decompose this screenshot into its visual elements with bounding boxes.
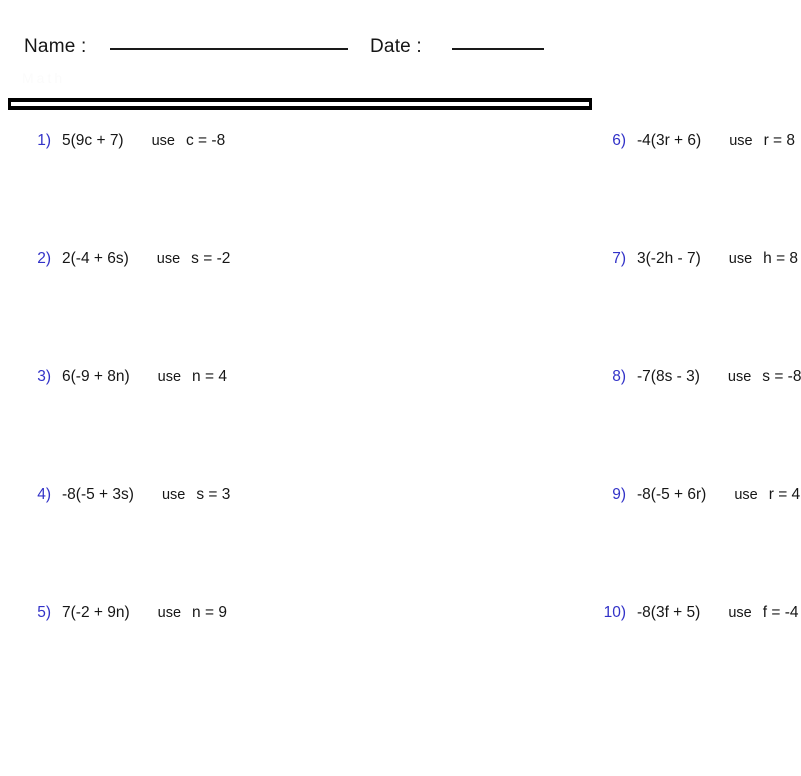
problem-item-4[interactable] (0, 485, 275, 603)
problem-item-5[interactable] (0, 603, 275, 721)
problem-item-7[interactable] (275, 249, 799, 367)
problem-number: 10) (603, 604, 626, 621)
date-field-group (370, 36, 544, 58)
problem-expression: -4(3r + 6) (637, 132, 702, 149)
problem-item-1[interactable] (0, 131, 275, 249)
problem-number: 3) (37, 368, 51, 385)
problem-number: 6) (612, 132, 626, 149)
problem-item-9[interactable] (275, 485, 801, 603)
problem-number: 8) (612, 368, 626, 385)
problem-expression: 6(-9 + 8n) (62, 368, 130, 385)
problem-number: 5) (37, 604, 51, 621)
problem-item-2[interactable] (0, 249, 275, 367)
problem-expression: 7(-2 + 9n) (62, 604, 130, 621)
problem-row (0, 249, 799, 367)
problem-number: 7) (612, 250, 626, 267)
problem-item-8[interactable] (275, 367, 801, 485)
problem-number: 9) (612, 486, 626, 503)
problem-expression: 3(-2h - 7) (637, 250, 701, 267)
problem-expression: -8(-5 + 3s) (62, 486, 134, 503)
name-input-line[interactable] (110, 48, 348, 50)
name-field-group (24, 36, 348, 58)
problem-number: 4) (37, 486, 51, 503)
problem-use-label: use (157, 605, 182, 621)
problem-substitution: n = 4 (192, 368, 227, 385)
problem-use-label: use (728, 251, 753, 267)
problem-item-6[interactable] (275, 131, 796, 249)
problem-use-label: use (734, 487, 758, 503)
date-input-line[interactable] (452, 48, 544, 50)
problem-expression: 5(9c + 7) (62, 132, 124, 149)
problem-use-label: use (161, 487, 186, 503)
problem-substitution: s = -8 (762, 368, 801, 385)
problem-expression: -8(3f + 5) (637, 604, 701, 621)
name-label: Name : (24, 36, 87, 57)
problem-substitution: n = 9 (192, 604, 227, 621)
problem-substitution: s = -2 (191, 250, 231, 267)
problem-number: 2) (37, 250, 51, 267)
problem-use-label: use (728, 605, 752, 621)
problem-substitution: c = -8 (186, 132, 226, 149)
problem-item-10[interactable] (275, 603, 799, 721)
problem-expression: -7(8s - 3) (637, 368, 700, 385)
problem-expression: 2(-4 + 6s) (62, 250, 129, 267)
problem-number: 1) (37, 132, 51, 149)
problem-item-3[interactable] (0, 367, 275, 485)
problem-substitution: r = 8 (763, 132, 796, 149)
problem-row (0, 367, 801, 485)
problem-use-label: use (157, 369, 182, 385)
problem-use-label: use (727, 369, 752, 385)
problem-row (0, 485, 801, 603)
problem-substitution: r = 4 (768, 486, 801, 503)
problem-substitution: f = -4 (762, 604, 799, 621)
separator-inner-line (11, 101, 589, 107)
date-label: Date : (370, 36, 422, 57)
problem-substitution: h = 8 (763, 250, 799, 267)
problem-row (0, 131, 796, 249)
problems-grid (0, 131, 801, 721)
problem-row (0, 603, 799, 721)
problem-use-label: use (156, 251, 181, 267)
problem-use-label: use (729, 133, 753, 149)
problem-substitution: s = 3 (196, 486, 231, 503)
worksheet-header (0, 36, 600, 76)
problem-use-label: use (151, 133, 175, 149)
scan-artifact-text: Math (22, 70, 66, 86)
problem-expression: -8(-5 + 6r) (637, 486, 707, 503)
header-separator-bar (8, 98, 592, 110)
